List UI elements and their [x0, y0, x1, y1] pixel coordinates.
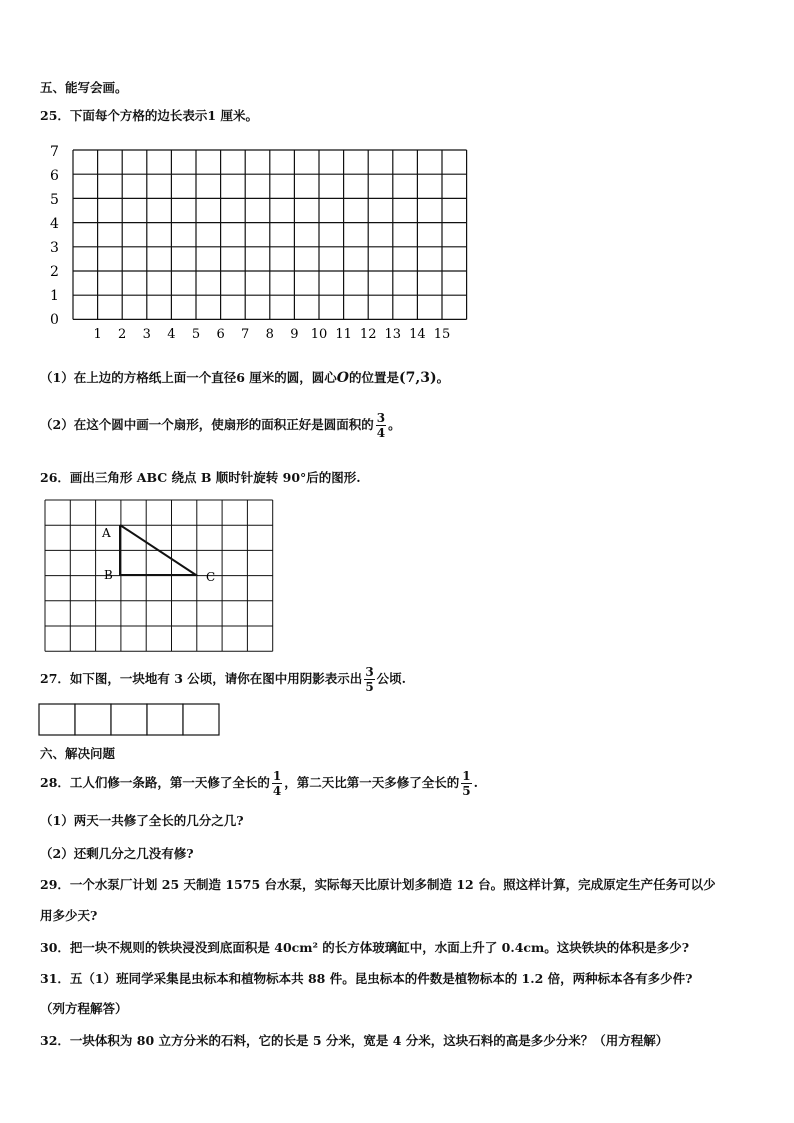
q28-prefix: 28．工人们修一条路，第一天修了全长的: [40, 775, 270, 790]
q26-rotation-grid: [44, 499, 274, 654]
q25-y-tick-label: 1: [50, 288, 59, 304]
q25-part1-mid: 的位置是: [348, 370, 399, 385]
q28-fraction-2-numerator: 1: [462, 769, 471, 783]
land-box-2[interactable]: [75, 704, 111, 735]
question-31-line-2: （列方程解答）: [40, 1001, 128, 1016]
q28-fraction-2-denominator: 5: [462, 784, 471, 798]
q25-center-symbol: O: [336, 370, 349, 386]
q25-x-tick-label: 12: [359, 327, 377, 342]
question-25-part-2: [40, 412, 401, 439]
q25-coordinate-grid: [40, 140, 490, 345]
q27-fraction: [364, 666, 374, 693]
q25-y-tick-label: 2: [50, 264, 59, 280]
q27-fraction-denominator: 5: [365, 680, 374, 694]
q25-y-tick-label: 4: [50, 216, 59, 232]
q25-x-tick-label: 14: [409, 327, 426, 342]
q25-part2-prefix: （2）在这个圆中画一个扇形，使扇形的面积正好是圆面积的: [40, 417, 374, 432]
land-box-3[interactable]: [111, 704, 147, 735]
q28-fraction-1-denominator: 4: [272, 784, 282, 798]
q25-x-tick-label: 9: [290, 327, 299, 342]
q25-center-coordinate: (7,3): [398, 370, 437, 386]
question-25-part-1: [40, 368, 449, 386]
q25-y-tick-label: 3: [50, 240, 59, 256]
question-30-text: 30．把一块不规则的铁块浸没到底面积是 40cm² 的长方体玻璃缸中，水面上升了 0.4cm。这块铁块的体积是多少?: [40, 940, 690, 955]
q27-suffix: 公顷.: [376, 671, 407, 686]
q25-x-tick-label: 15: [433, 327, 451, 342]
question-28-part-1: （1）两天一共修了全长的几分之几?: [40, 813, 244, 828]
q27-land-boxes: [38, 703, 222, 737]
q25-x-tick-label: 11: [335, 327, 352, 342]
section-heading-5: 五、能写会画。: [40, 80, 128, 95]
label-b: B: [104, 568, 113, 582]
q25-grid-lines: [73, 150, 467, 319]
land-box-1[interactable]: [39, 704, 75, 735]
q25-x-tick-label: 8: [265, 327, 274, 342]
question-25-text: 25．下面每个方格的边长表示1 厘米。: [40, 108, 258, 123]
q25-y-axis-labels: [50, 144, 59, 328]
q25-y-tick-label: 6: [50, 168, 59, 184]
q25-x-tick-label: 3: [142, 327, 151, 342]
q28-mid: ，第二天比第一天多修了全长的: [284, 775, 460, 790]
land-box-5[interactable]: [183, 704, 219, 735]
question-28-part-2: （2）还剩几分之几没有修?: [40, 846, 194, 861]
q25-x-tick-label: 5: [191, 327, 201, 342]
q28-fraction-1-numerator: 1: [272, 769, 282, 783]
question-27-text: [40, 666, 406, 693]
q28-fraction-1: [272, 770, 282, 797]
question-32-text: 32．一块体积为 80 立方分米的石料，它的长是 5 分米，宽是 4 分米，这块石料的高是多少分米？（用方程解）: [40, 1033, 669, 1048]
q27-prefix: 27．如下图，一块地有 3 公顷，请你在图中用阴影表示出: [40, 671, 363, 686]
section-heading-6: 六、解决问题: [40, 746, 116, 761]
q25-fraction: [376, 412, 386, 439]
q25-y-tick-label: 5: [50, 192, 59, 208]
q25-fraction-denominator: 4: [376, 426, 386, 440]
land-box-4[interactable]: [147, 704, 183, 735]
label-c: C: [206, 570, 216, 584]
q25-x-tick-label: 6: [216, 327, 225, 342]
label-a: A: [102, 526, 111, 540]
question-31-line-1: 31．五（1）班同学采集昆虫标本和植物标本共 88 件。昆虫标本的件数是植物标本的 1.2 倍，两种标本各有多少件?: [40, 971, 693, 986]
q25-y-tick-label: 7: [50, 144, 59, 160]
q25-part2-suffix: 。: [388, 417, 401, 432]
q25-x-tick-label: 1: [93, 327, 102, 342]
q25-y-tick-label: 0: [50, 312, 59, 328]
question-28-text: [40, 770, 478, 797]
question-29-line-1: 29．一个水泵厂计划 25 天制造 1575 台水泵，实际每天比原计划多制造 12 台。照这样计算，完成原定生产任务可以少: [40, 877, 716, 892]
question-26-text: 26．画出三角形 ABC 绕点 B 顺时针旋转 90°后的图形.: [40, 470, 361, 485]
q25-fraction-numerator: 3: [376, 411, 386, 425]
q28-suffix: .: [473, 775, 478, 790]
question-29-line-2: 用多少天?: [40, 908, 98, 923]
q25-x-tick-label: 7: [241, 327, 250, 342]
q25-x-tick-label: 13: [384, 327, 402, 342]
q25-part1-prefix: （1）在上边的方格纸上面一个直径6 厘米的圆，圆心: [40, 370, 337, 385]
q25-x-tick-label: 2: [118, 327, 127, 342]
q25-part1-suffix: 。: [436, 370, 450, 385]
q25-x-tick-label: 4: [167, 327, 176, 342]
q25-x-axis-labels: [93, 327, 450, 342]
q28-fraction-2: [461, 770, 471, 797]
q25-x-tick-label: 10: [310, 327, 328, 342]
q27-fraction-numerator: 3: [365, 665, 374, 679]
